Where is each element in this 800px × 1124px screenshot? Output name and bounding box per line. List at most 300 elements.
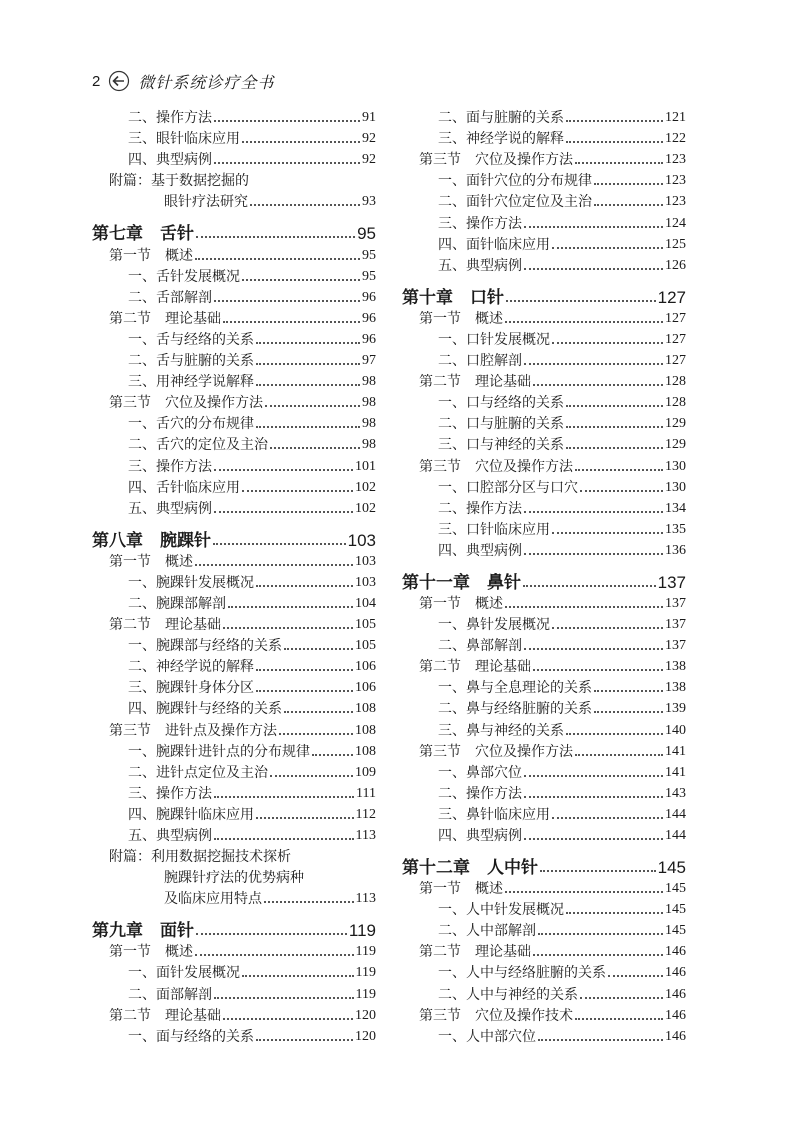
- toc-page-number: 121: [665, 110, 686, 126]
- dot-leader: [552, 247, 663, 249]
- toc-entry: [92, 740, 376, 761]
- toc-entry-title: 第三节 穴位及操作技术: [419, 1007, 573, 1024]
- toc-entry: [92, 412, 376, 433]
- dot-leader: [566, 426, 663, 428]
- toc-entry: [92, 845, 376, 866]
- toc-entry-title: 二、面部解剖: [128, 986, 212, 1003]
- dot-leader: [256, 669, 353, 671]
- toc-section-entry: [402, 592, 686, 613]
- toc-section-entry: [92, 307, 376, 328]
- dot-leader: [213, 543, 346, 545]
- toc-entry-title: 二、进针点定位及主治: [128, 764, 268, 781]
- toc-section-entry: [402, 940, 686, 961]
- toc-entry: [402, 803, 686, 824]
- toc-page-number: 106: [355, 680, 376, 696]
- toc-page-number: 145: [665, 902, 686, 918]
- toc-entry-title: 三、用神经学说解释: [128, 374, 254, 391]
- toc-entry-title: 第九章 面针: [92, 921, 194, 942]
- toc-entry: [402, 328, 686, 349]
- toc-entry-title: 二、面针穴位定位及主治: [438, 194, 592, 211]
- toc-page-number: 127: [665, 331, 686, 347]
- toc-page-number: 146: [665, 1028, 686, 1044]
- toc-entry: [92, 169, 376, 190]
- toc-section-entry: [92, 550, 376, 571]
- toc-entry-title: 四、典型病例: [438, 542, 522, 559]
- dot-leader: [533, 669, 663, 671]
- toc-section-entry: [92, 391, 376, 412]
- toc-entry-title: 一、舌穴的分布规律: [128, 416, 254, 433]
- toc-entry: [402, 391, 686, 412]
- toc-entry-title: 一、人中针发展概况: [438, 902, 564, 919]
- dot-leader: [256, 817, 354, 819]
- toc-entry-title: 二、舌部解剖: [128, 289, 212, 306]
- toc-entry-title: 一、面与经络的关系: [128, 1028, 254, 1045]
- dot-leader: [524, 268, 663, 270]
- toc-entry: [402, 233, 686, 254]
- toc-entry: [92, 961, 376, 982]
- toc-page-number: 113: [355, 891, 376, 907]
- dot-leader: [524, 553, 663, 555]
- toc-entry: [402, 982, 686, 1003]
- running-header: [92, 68, 274, 94]
- toc-page-number: 143: [665, 785, 686, 801]
- toc-entry-title: 四、腕踝针与经络的关系: [128, 701, 282, 718]
- toc-entry-title: 第一节 概述: [109, 944, 193, 961]
- toc-section-entry: [402, 740, 686, 761]
- dot-leader: [580, 997, 663, 999]
- toc-chapter-entry: [402, 851, 686, 877]
- toc-page-number: 96: [362, 289, 376, 305]
- dot-leader: [196, 933, 347, 935]
- toc-page-number: 140: [665, 722, 686, 738]
- dot-leader: [524, 648, 663, 650]
- dot-leader: [552, 817, 663, 819]
- toc-entry-title: 二、操作方法: [438, 785, 522, 802]
- dot-leader: [214, 997, 354, 999]
- dot-leader: [538, 933, 663, 935]
- dot-leader: [214, 511, 353, 513]
- toc-entry-title: 第十章 口针: [402, 287, 504, 308]
- toc-entry-title: 第七章 舌针: [92, 224, 194, 245]
- toc-entry: [92, 592, 376, 613]
- toc-entry-title: 三、口与神经的关系: [438, 437, 564, 454]
- toc-page-number: 104: [355, 595, 376, 611]
- toc-entry-title: 第一节 概述: [419, 881, 503, 898]
- toc-page-number: 96: [362, 310, 376, 326]
- toc-entry-title: 一、舌针发展概况: [128, 268, 240, 285]
- dot-leader: [214, 300, 360, 302]
- toc-entry-title: 眼针疗法研究: [164, 194, 248, 211]
- toc-entry: [92, 655, 376, 676]
- dot-leader: [284, 648, 353, 650]
- toc-page-number: 130: [665, 458, 686, 474]
- toc-entry: [402, 169, 686, 190]
- toc-entry: [92, 349, 376, 370]
- toc-entry-title: 四、腕踝针临床应用: [128, 806, 254, 823]
- dot-leader: [538, 1039, 663, 1041]
- toc-section-entry: [92, 243, 376, 264]
- toc-page-number: 98: [362, 374, 376, 390]
- toc-entry-title: 第三节 进针点及操作方法: [109, 722, 277, 739]
- toc-page-number: 119: [355, 965, 376, 981]
- toc-page-number: 102: [355, 479, 376, 495]
- toc-entry: [92, 286, 376, 307]
- dot-leader: [524, 226, 663, 228]
- dot-leader: [552, 532, 663, 534]
- toc-entry: [92, 127, 376, 148]
- dot-leader: [250, 204, 360, 206]
- toc-entry: [92, 1025, 376, 1046]
- dot-leader: [594, 690, 663, 692]
- toc-page-number: 145: [665, 881, 686, 897]
- toc-entry: [92, 106, 376, 127]
- toc-entry-title: 二、面与脏腑的关系: [438, 110, 564, 127]
- toc-page-number: 146: [665, 965, 686, 981]
- dot-leader: [242, 975, 354, 977]
- dot-leader: [552, 342, 663, 344]
- toc-entry-title: 一、鼻部穴位: [438, 764, 522, 781]
- toc-page-number: 108: [355, 722, 376, 738]
- toc-page-number: 138: [665, 680, 686, 696]
- dot-leader: [594, 711, 663, 713]
- toc-entry-title: 二、口与脏腑的关系: [438, 416, 564, 433]
- toc-entry: [402, 676, 686, 697]
- toc-page-number: 95: [362, 247, 376, 263]
- toc-page-number: 128: [665, 374, 686, 390]
- toc-entry: [92, 887, 376, 908]
- toc-entry-title: 一、腕踝部与经络的关系: [128, 638, 282, 655]
- toc-entry: [92, 697, 376, 718]
- toc-entry-title: 二、操作方法: [438, 500, 522, 517]
- toc-left-column: [92, 106, 376, 1046]
- toc-page-number: 138: [665, 659, 686, 675]
- dot-leader: [256, 363, 360, 365]
- toc-entry-title: 第三节 穴位及操作方法: [419, 152, 573, 169]
- toc-entry-title: 第二节 理论基础: [419, 944, 531, 961]
- toc-page-number: 103: [355, 574, 376, 590]
- toc-page-number: 141: [665, 764, 686, 780]
- toc-entry: [402, 919, 686, 940]
- toc-entry: [92, 634, 376, 655]
- toc-page-number: 93: [362, 194, 376, 210]
- toc-page-number: 130: [665, 479, 686, 495]
- toc-entry: [92, 370, 376, 391]
- toc-entry-title: 三、神经学说的解释: [438, 131, 564, 148]
- dot-leader: [566, 405, 663, 407]
- toc-entry: [402, 497, 686, 518]
- toc-entry-title: 一、舌与经络的关系: [128, 331, 254, 348]
- dot-leader: [566, 447, 663, 449]
- toc-entry: [402, 539, 686, 560]
- toc-entry-title: 二、鼻与经络脏腑的关系: [438, 701, 592, 718]
- dot-leader: [214, 162, 360, 164]
- toc-page-number: 146: [665, 944, 686, 960]
- toc-entry-title: 二、舌与脏腑的关系: [128, 353, 254, 370]
- toc-entry-title: 腕踝针疗法的优势病种: [164, 870, 304, 887]
- toc-page-number: 98: [362, 395, 376, 411]
- toc-entry-title: 第二节 理论基础: [419, 659, 531, 676]
- toc-entry-title: 二、舌穴的定位及主治: [128, 437, 268, 454]
- dot-leader: [540, 870, 656, 872]
- toc-entry: [92, 571, 376, 592]
- toc-entry: [402, 718, 686, 739]
- toc-entry-title: 一、口与经络的关系: [438, 395, 564, 412]
- toc-entry-title: 一、口针发展概况: [438, 331, 550, 348]
- dot-leader: [270, 447, 360, 449]
- toc-page-number: 106: [355, 659, 376, 675]
- toc-entry-title: 第三节 穴位及操作方法: [109, 395, 263, 412]
- toc-page-number: 119: [355, 944, 376, 960]
- toc-entry: [92, 782, 376, 803]
- toc-entry: [92, 454, 376, 475]
- dot-leader: [196, 236, 355, 238]
- toc-entry-title: 三、操作方法: [128, 785, 212, 802]
- toc-page-number: 123: [665, 152, 686, 168]
- toc-entry-title: 一、鼻针发展概况: [438, 617, 550, 634]
- toc-entry-title: 一、面针发展概况: [128, 965, 240, 982]
- dot-leader: [256, 384, 360, 386]
- dot-leader: [575, 469, 663, 471]
- toc-page-number: 98: [362, 437, 376, 453]
- dot-leader: [214, 838, 354, 840]
- dot-leader: [195, 564, 353, 566]
- dot-leader: [312, 754, 353, 756]
- toc-section-entry: [402, 148, 686, 169]
- dot-leader: [552, 627, 663, 629]
- dot-leader: [594, 204, 663, 206]
- toc-page-number: 146: [665, 986, 686, 1002]
- dot-leader: [270, 775, 353, 777]
- toc-section-entry: [402, 655, 686, 676]
- toc-page-number: 96: [362, 331, 376, 347]
- dot-leader: [242, 490, 353, 492]
- toc-entry: [92, 265, 376, 286]
- toc-entry-title: 五、典型病例: [128, 500, 212, 517]
- toc-chapter-entry: [92, 217, 376, 243]
- toc-page-number: 145: [665, 923, 686, 939]
- toc-entry: [92, 433, 376, 454]
- toc-page-number: 124: [665, 215, 686, 231]
- toc-entry-title: 第二节 理论基础: [109, 617, 221, 634]
- dot-leader: [279, 733, 353, 735]
- toc-entry: [92, 328, 376, 349]
- toc-page-number: 145: [657, 858, 686, 877]
- dot-leader: [284, 711, 353, 713]
- toc-page-number: 126: [665, 257, 686, 273]
- toc-entry: [92, 497, 376, 518]
- toc-right-column: [402, 106, 686, 1046]
- toc-entry: [92, 824, 376, 845]
- dot-leader: [533, 384, 663, 386]
- dot-leader: [256, 690, 353, 692]
- toc-entry: [402, 190, 686, 211]
- toc-page-number: 146: [665, 1007, 686, 1023]
- toc-entry-title: 一、腕踝针进针点的分布规律: [128, 743, 310, 760]
- toc-entry-title: 五、典型病例: [128, 828, 212, 844]
- toc-page-number: 127: [665, 353, 686, 369]
- toc-section-entry: [92, 1004, 376, 1025]
- toc-page-number: 105: [355, 638, 376, 654]
- toc-entry-title: 三、鼻与神经的关系: [438, 722, 564, 739]
- toc-page-number: 137: [665, 617, 686, 633]
- toc-entry-title: 四、典型病例: [438, 828, 522, 844]
- toc-entry-title: 二、人中与神经的关系: [438, 986, 578, 1003]
- toc-page-number: 108: [355, 701, 376, 717]
- toc-entry-title: 第一节 概述: [419, 310, 503, 327]
- dot-leader: [506, 300, 656, 302]
- toc-page-number: 144: [665, 828, 686, 843]
- dot-leader: [575, 1018, 663, 1020]
- toc-entry: [402, 898, 686, 919]
- toc-entry: [402, 697, 686, 718]
- dot-leader: [223, 627, 353, 629]
- dot-leader: [608, 975, 663, 977]
- toc-entry-title: 二、神经学说的解释: [128, 659, 254, 676]
- dot-leader: [566, 912, 663, 914]
- toc-page-number: 123: [665, 194, 686, 210]
- toc-entry: [402, 782, 686, 803]
- dot-leader: [524, 511, 663, 513]
- toc-entry-title: 三、口针临床应用: [438, 521, 550, 538]
- toc-page-number: 139: [665, 701, 686, 717]
- dot-leader: [580, 490, 663, 492]
- toc-entry-title: 二、人中部解剖: [438, 923, 536, 940]
- toc-section-entry: [402, 454, 686, 475]
- toc-page-number: 125: [665, 236, 686, 252]
- dot-leader: [214, 796, 354, 798]
- toc-entry-title: 三、腕踝针身体分区: [128, 680, 254, 697]
- toc-entry: [402, 761, 686, 782]
- toc-page-number: 97: [362, 353, 376, 369]
- toc-entry: [402, 1025, 686, 1046]
- toc-entry-title: 第八章 腕踝针: [92, 530, 211, 551]
- toc-entry-title: 一、鼻与全息理论的关系: [438, 680, 592, 697]
- toc-entry-title: 二、口腔解剖: [438, 353, 522, 370]
- toc-entry: [92, 148, 376, 169]
- toc-entry-title: 第一节 概述: [109, 553, 193, 570]
- toc-page-number: 137: [657, 572, 686, 592]
- dot-leader: [524, 838, 663, 840]
- toc-section-entry: [402, 1004, 686, 1025]
- toc-page-number: 113: [355, 828, 376, 843]
- dot-leader: [256, 342, 360, 344]
- dot-leader: [524, 775, 663, 777]
- toc-section-entry: [92, 940, 376, 961]
- toc-entry: [92, 761, 376, 782]
- toc-entry-title: 二、腕踝部解剖: [128, 595, 226, 612]
- toc-page-number: 91: [362, 110, 376, 126]
- toc-entry: [92, 476, 376, 497]
- toc-entry-title: 三、鼻针临床应用: [438, 806, 550, 823]
- dot-leader: [566, 141, 663, 143]
- toc-entry-title: 及临床应用特点: [164, 891, 262, 908]
- dot-leader: [566, 120, 663, 122]
- toc-section-entry: [402, 370, 686, 391]
- toc-page-number: 137: [665, 595, 686, 611]
- toc-page-number: 92: [362, 152, 376, 168]
- toc-entry: [402, 613, 686, 634]
- toc-entry-title: 一、面针穴位的分布规律: [438, 173, 592, 190]
- toc-page-number: 129: [665, 437, 686, 453]
- toc-entry-title: 一、人中与经络脏腑的关系: [438, 965, 606, 982]
- toc-entry-title: 三、操作方法: [438, 215, 522, 232]
- toc-entry-title: 三、操作方法: [128, 458, 212, 475]
- back-arrow-icon: [108, 70, 130, 92]
- toc-page-number: 103: [347, 530, 376, 550]
- toc-entry: [402, 254, 686, 275]
- toc-page-number: 127: [665, 310, 686, 326]
- dot-leader: [264, 901, 354, 903]
- toc-page-number: 123: [665, 173, 686, 189]
- toc-section-entry: [92, 613, 376, 634]
- toc-page-number: 144: [665, 806, 686, 822]
- toc-page-number: 103: [355, 553, 376, 569]
- toc-chapter-entry: [402, 566, 686, 592]
- toc-page-number: 141: [665, 743, 686, 759]
- dot-leader: [505, 606, 663, 608]
- dot-leader: [505, 891, 663, 893]
- toc-entry: [92, 866, 376, 887]
- toc-page-number: 136: [665, 542, 686, 558]
- toc-entry-title: 附篇：基于数据挖掘的: [109, 173, 249, 190]
- toc-entry: [402, 412, 686, 433]
- toc-chapter-entry: [92, 914, 376, 940]
- toc-entry: [402, 634, 686, 655]
- toc-entry-title: 第三节 穴位及操作方法: [419, 458, 573, 475]
- dot-leader: [575, 162, 663, 164]
- toc-page-number: 102: [355, 500, 376, 516]
- dot-leader: [566, 733, 663, 735]
- toc-entry: [402, 433, 686, 454]
- toc-entry: [402, 476, 686, 497]
- toc-page-number: 120: [355, 1007, 376, 1023]
- toc-page-number: 127: [657, 287, 686, 307]
- dot-leader: [242, 141, 360, 143]
- toc-page-number: 109: [355, 764, 376, 780]
- toc-entry: [402, 824, 686, 845]
- dot-leader: [265, 405, 360, 407]
- toc-section-entry: [92, 718, 376, 739]
- toc-entry: [92, 982, 376, 1003]
- toc-page-number: 95: [357, 224, 376, 244]
- page-number: 2: [92, 72, 101, 90]
- toc-entry-title: 第十二章 人中针: [402, 858, 538, 878]
- dot-leader: [223, 321, 360, 323]
- toc-chapter-entry: [92, 524, 376, 550]
- toc-page-number: 98: [362, 416, 376, 432]
- dot-leader: [214, 469, 353, 471]
- toc-page-number: 111: [356, 785, 376, 801]
- toc-entry: [402, 127, 686, 148]
- toc-page-number: 119: [348, 921, 376, 941]
- toc-page-number: 105: [355, 617, 376, 633]
- toc-entry-title: 第二节 理论基础: [419, 374, 531, 391]
- toc-entry-title: 第一节 概述: [109, 247, 193, 264]
- dot-leader: [242, 279, 360, 281]
- toc-page-number: 112: [355, 806, 376, 822]
- toc-page-number: 122: [665, 131, 686, 147]
- toc-page-number: 95: [362, 268, 376, 284]
- dot-leader: [505, 321, 663, 323]
- toc-entry: [402, 961, 686, 982]
- toc-entry: [402, 349, 686, 370]
- dot-leader: [524, 796, 663, 798]
- toc-entry-title: 四、舌针临床应用: [128, 479, 240, 496]
- toc-entry-title: 一、口腔部分区与口穴: [438, 479, 578, 496]
- toc-entry: [402, 518, 686, 539]
- dot-leader: [256, 426, 360, 428]
- dot-leader: [575, 754, 663, 756]
